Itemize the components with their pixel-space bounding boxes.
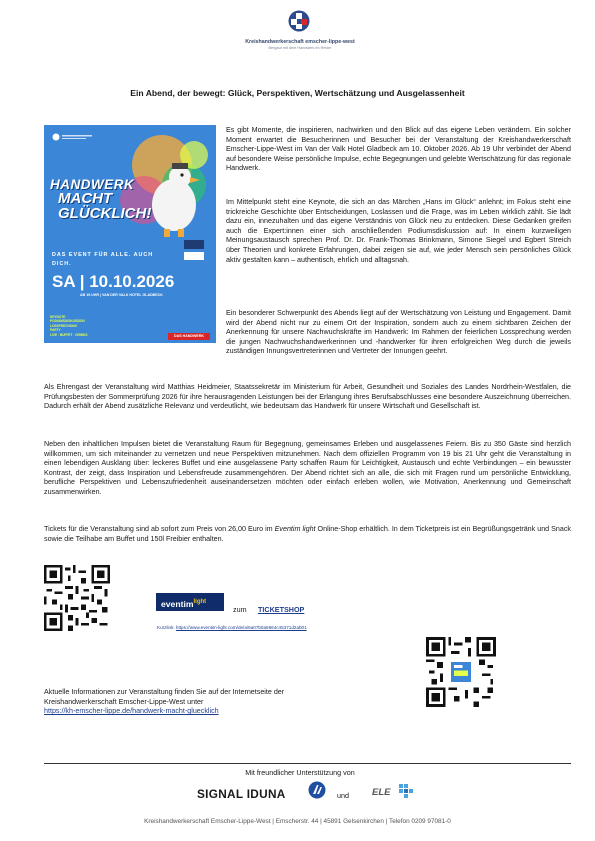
kurzlink-url[interactable]: https://www.eventim-light.com/de/a/6a07b0a5664c45371d2ab01 — [175, 625, 307, 630]
tickets-text-a: Tickets für die Veranstaltung sind ab sofort zum Preis von 26,00 Euro im — [44, 525, 275, 533]
sponsor-und: und — [337, 791, 349, 800]
website-link[interactable]: https://kh-emscher-lippe.de/handwerk-macht-gluecklich — [44, 707, 219, 716]
paragraph-party: Neben den inhaltlichen Impulsen bietet die Veranstaltung Raum für Begegnung, gemeinsames Erleben und ausgelassenes Feiern. Bis zu 350 Gäste sind herzlich willkommen, um sich miteinander zu vernetzen und neue Perspektiven mitzunehmen. Nach dem offiziellen Programm von 19 bis 21 Uhr geht die Veranstaltung in einen lebendigen Ausklang über: leckeres Buffet und eine ausgelassene Party schaffen Raum für Leichtigkeit, Austausch und echte Verbindungen – ein bewusster Kontrast, der zeigt, dass Inspiration und Lebensfreude zusammengehören. Der Abend richtet sich an alle, die sich mit Fragen rund um persönliche Entwicklung, berufliche Perspektiven und Lebenszufriedenheit auseinandersetzen möchten oder einfach erleben wollen, wie Motivation, Anerkennung und Gemeinschaft zusammenwirken. — [44, 440, 571, 496]
ticketshop-link[interactable]: TICKETSHOP — [258, 605, 305, 614]
poster-list-item: LOSSPRECHUNG — [50, 323, 77, 328]
eventim-light-logo[interactable] — [156, 593, 224, 611]
ele-logo-text: ELE — [372, 787, 391, 798]
zum-label: zum — [233, 605, 247, 614]
poster-line1: HANDWERK — [50, 177, 135, 192]
page-title: Ein Abend, der bewegt: Glück, Perspektiven, Wertschätzung und Ausgelassenheit — [130, 88, 465, 98]
poster-splash-icon — [44, 125, 216, 343]
poster-tagline: DAS EVENT FÜR ALLE. AUCH DICH. — [52, 252, 154, 267]
eventim-logo-sup: light — [193, 599, 207, 605]
info-text — [44, 688, 344, 717]
info-label: Aktuelle Informationen zur Veranstaltung finden Sie auf der Internetseite der Kreishandwerkerschaft Emscher-Lippe-West unter — [44, 688, 285, 706]
paragraph-keynote: Im Mittelpunkt steht eine Keynote, die sich an das Märchen „Hans im Glück“ anlehnt; im Fokus steht eine trickreiche Geschichte über Entscheidungen, Loslassen und die Frage, was im Leben wirklich zählt. Sie lädt dazu ein, innezuhalten und das eigene Verständnis von Glück neu zu entdecken. Diese Gedanken greifen auch die Expert:innen einer sich anschließenden Podiumsdiskussion auf: In einem kurzweiligen Meinungsaustausch sprechen Prof. Dr. Dr. Frank-Thomas Brinkmann, Simone Siegel und Egbert Streich über Theorien und konkrete Erfahrungen, dabei zeigen sie auf, wie jeder Mensch sein persönliches Glück aktiv gestalten kann – authentisch, ehrlich und alltagsnah. — [226, 198, 571, 264]
paragraph-intro: Es gibt Momente, die inspirieren, nachwirken und den Blick auf das eigene Leben verändern. Ein solcher Moment erwartet die Besucherinnen und Besucher bei der Veranstaltung der Kreishandwerkerschaft Emscher-Lippe-West im Van der Valk Hotel Gladbeck am 10. Oktober 2026. Ab 19 Uhr verbindet der Abend auf besondere Weise persönliche Impulse, echte Begegnungen und gelebte Wertschätzung für das regionale Handwerk. — [226, 126, 571, 173]
footer-address: Kreishandwerkerschaft Emscher-Lippe-West | Emscherstr. 44 | 45891 Gelsenkirchen | Telefon 0209 97081-0 — [144, 818, 451, 825]
support-label: Mit freundlicher Unterstützung von — [245, 768, 355, 777]
poster-list-item: LIVE · BUFFET · DRINKS — [50, 332, 88, 337]
poster-list-item: PODIUMSDISKUSSION — [50, 319, 85, 324]
poster-list-item: KEYNOTE — [50, 315, 66, 319]
paragraph-tickets — [44, 525, 571, 544]
signal-iduna-mark-icon — [308, 781, 326, 799]
event-poster — [44, 125, 216, 343]
poster-line2: MACHT GLÜCKLICH! — [58, 190, 152, 222]
paragraph-ehrengast: Als Ehrengast der Veranstaltung wird Matthias Heidmeier, Staatssekretär im Ministerium für Arbeit, Gesundheit und Soziales des Landes Nordrhein-Westfalen, die Prüfungsbesten der Sommerprüfung 2026 für ihre herausragenden Leistungen bei der Erlangung ihres Berufsabschlusses eine besondere Auszeichnung überreichen. Dadurch erhält der Abend zusätzliche Relevanz und verdeutlicht, wie bedeutsam das Handwerk für unsere Wirtschaft und Gesellschaft ist. — [44, 383, 571, 411]
kurzlink — [157, 625, 307, 630]
ticket-qr-code-icon[interactable] — [44, 565, 110, 631]
poster-date: SA | 10.10.2026 — [52, 272, 175, 291]
org-name: Kreishandwerkerschaft emscher-lippe-west — [245, 39, 355, 45]
org-logo-icon — [288, 10, 310, 32]
paragraph-lossprechung: Ein besonderer Schwerpunkt des Abends liegt auf der Wertschätzung von Leistung und Engagement. Damit wird der Abend nicht nur zu einem Ort der Inspiration, sondern auch zu einem sichtbaren Zeichen der Anerkennung für unsere Nachwuchskräfte im Handwerk: Im Rahmen der feierlichen Lossprechung werden die jungen Nachwuchshandwerkerinnen und -handwerker für ihren erfolgreichen Weg durch die jeweils zuständigen Innungsvertreterinnen und Vertreter der Innungen geehrt. — [226, 309, 571, 356]
website-qr-code-icon[interactable] — [426, 637, 496, 707]
eventim-logo-text: eventim — [161, 598, 194, 609]
poster-program-list — [50, 315, 120, 337]
footer-divider — [44, 763, 571, 764]
poster-location: AB 19 UHR | VAN DER VALK HOTEL GLADBECK — [80, 293, 163, 297]
poster-list-item: PARTY — [50, 328, 61, 333]
signal-iduna-logo-text: SIGNAL IDUNA — [197, 787, 286, 801]
eventim-light-emphasis: Eventim light — [274, 525, 316, 533]
ele-mark-icon — [399, 784, 413, 798]
tickets-text-b: Online-Shop erhältlich. In dem Ticketpreis ist ein Begrüßungsgetränk und Snack sowie die Teilhabe am Buffet und 150l Freibier enthalten. — [44, 525, 571, 543]
kurzlink-label: Kurzlink: — [157, 625, 176, 630]
poster-sponsor-badge: DAS HANDWERK — [168, 333, 210, 340]
org-tagline: Bergauf mit dem Handwerk im Revier — [268, 46, 332, 50]
